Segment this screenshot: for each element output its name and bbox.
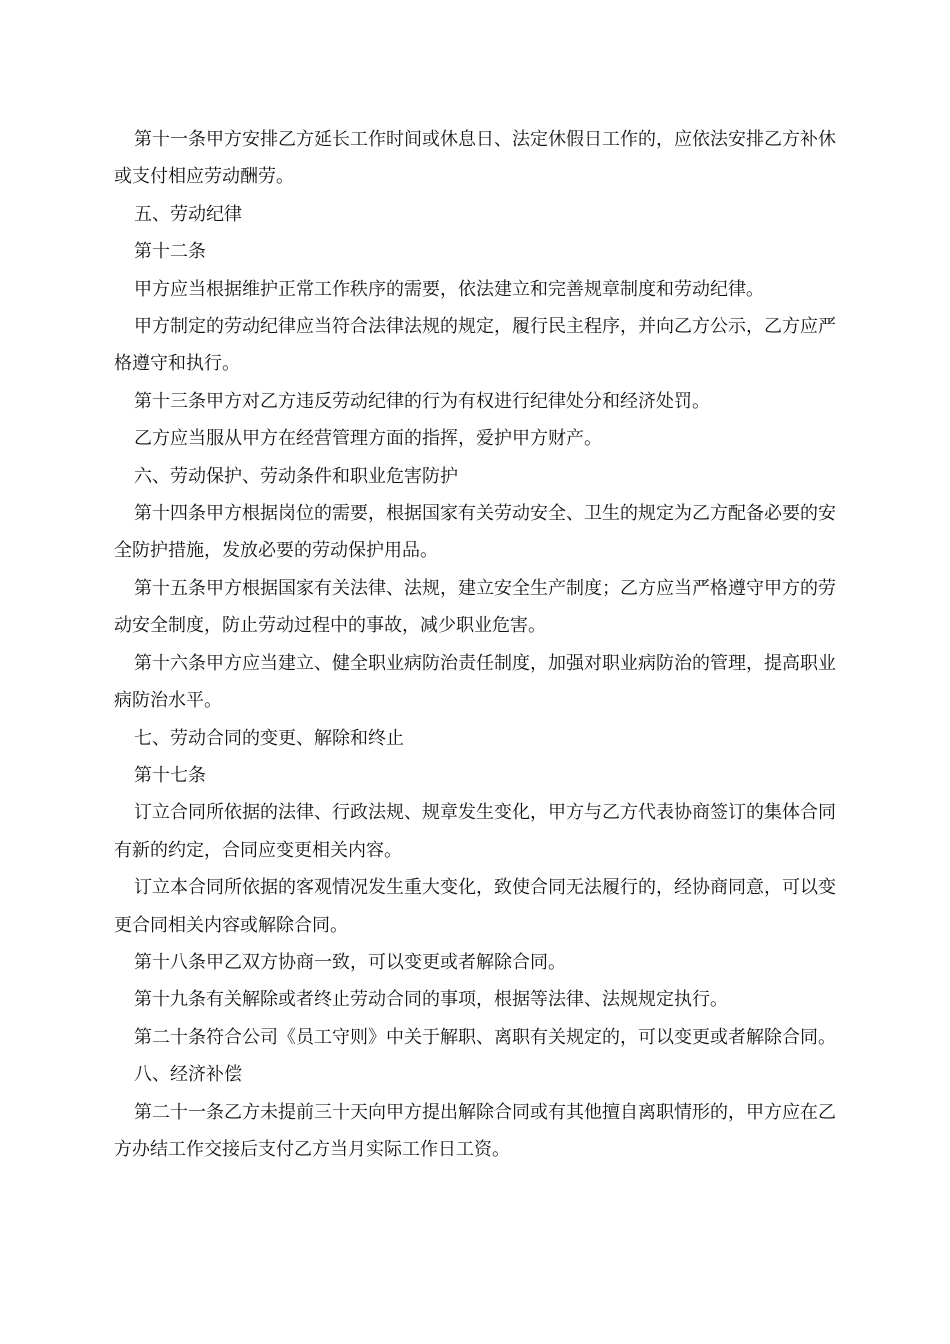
paragraph-article-18: 第十八条甲乙双方协商一致，可以变更或者解除合同。 — [134, 951, 566, 973]
paragraph-article-19: 第十九条有关解除或者终止劳动合同的事项，根据等法律、法规规定执行。 — [134, 989, 728, 1011]
paragraph-article-17-circumstance-change: 订立本合同所依据的客观情况发生重大变化，致使合同无法履行的，经协商同意，可以变更合同相关内容或解除合同。 — [114, 877, 836, 936]
section-heading-labor-protection: 六、劳动保护、劳动条件和职业危害防护 — [134, 465, 458, 487]
paragraph-article-15: 第十五条甲方根据国家有关法律、法规，建立安全生产制度；乙方应当严格遵守甲方的劳动安全制度，防止劳动过程中的事故，减少职业危害。 — [114, 577, 836, 637]
paragraph-article-17-title: 第十七条 — [134, 764, 206, 786]
paragraph-article-13-obey: 乙方应当服从甲方在经营管理方面的指挥，爱护甲方财产。 — [134, 428, 602, 450]
section-heading-contract-change: 七、劳动合同的变更、解除和终止 — [134, 727, 404, 749]
paragraph-article-12-title: 第十二条 — [134, 241, 206, 263]
paragraph-article-12-procedure: 甲方制定的劳动纪律应当符合法律法规的规定，履行民主程序，并向乙方公示，乙方应严格遵守和执行。 — [114, 316, 836, 375]
paragraph-article-12-rules: 甲方应当根据维护正常工作秩序的需要，依法建立和完善规章制度和劳动纪律。 — [134, 278, 764, 300]
document-body — [114, 121, 836, 1168]
section-heading-compensation: 八、经济补偿 — [134, 1064, 242, 1086]
paragraph-article-14: 第十四条甲方根据岗位的需要，根据国家有关劳动安全、卫生的规定为乙方配备必要的安全防护措施，发放必要的劳动保护用品。 — [114, 503, 836, 562]
section-heading-labor-discipline: 五、劳动纪律 — [134, 203, 242, 225]
paragraph-article-16: 第十六条甲方应当建立、健全职业病防治责任制度，加强对职业病防治的管理，提高职业病防治水平。 — [114, 652, 836, 712]
paragraph-article-17-law-change: 订立合同所依据的法律、行政法规、规章发生变化，甲方与乙方代表协商签订的集体合同有新的约定，合同应变更相关内容。 — [114, 802, 836, 861]
paragraph-article-20: 第二十条符合公司《员工守则》中关于解职、离职有关规定的，可以变更或者解除合同。 — [134, 1026, 836, 1048]
paragraph-article-21: 第二十一条乙方未提前三十天向甲方提出解除合同或有其他擅自离职情形的，甲方应在乙方办结工作交接后支付乙方当月实际工作日工资。 — [114, 1101, 836, 1160]
paragraph-article-11: 第十一条甲方安排乙方延长工作时间或休息日、法定休假日工作的，应依法安排乙方补休或支付相应劳动酬劳。 — [114, 129, 836, 188]
paragraph-article-13: 第十三条甲方对乙方违反劳动纪律的行为有权进行纪律处分和经济处罚。 — [134, 390, 710, 412]
